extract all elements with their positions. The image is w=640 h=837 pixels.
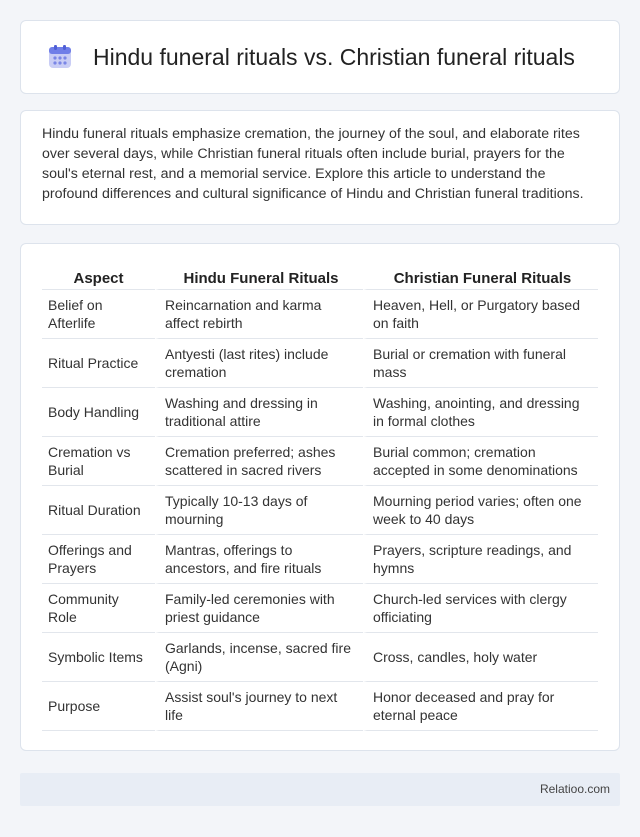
table-row <box>42 339 598 388</box>
cell-christian: Burial or cremation with funeral mass <box>363 339 598 388</box>
intro-card <box>20 110 620 225</box>
cell-christian: Cross, candles, holy water <box>363 633 598 682</box>
cell-hindu: Cremation preferred; ashes scattered in sacred rivers <box>155 437 363 486</box>
table-row <box>42 290 598 339</box>
cell-aspect: Cremation vs Burial <box>42 437 155 486</box>
cell-christian: Washing, anointing, and dressing in formal clothes <box>363 388 598 437</box>
cell-aspect: Body Handling <box>42 388 155 437</box>
footer-brand: Relatioo.com <box>539 782 610 796</box>
table-row <box>42 437 598 486</box>
cell-aspect: Belief on Afterlife <box>42 290 155 339</box>
intro-paragraph: Hindu funeral rituals emphasize cremation, the journey of the soul, and elaborate rites over several days, while Christian funeral rituals often include burial, prayers for the soul's eternal rest, and a memorial service. Explore this article to understand the profound differences and cultural significance of Hindu and Christian funeral traditions. <box>42 126 584 202</box>
column-header-hindu: Hindu Funeral Rituals <box>155 264 363 290</box>
column-header-christian: Christian Funeral Rituals <box>363 264 598 290</box>
table-row <box>42 486 598 535</box>
cell-aspect: Ritual Practice <box>42 339 155 388</box>
cell-hindu: Washing and dressing in traditional attire <box>155 388 363 437</box>
cell-hindu: Antyesti (last rites) include cremation <box>155 339 363 388</box>
cell-christian: Heaven, Hell, or Purgatory based on faith <box>363 290 598 339</box>
cell-aspect: Purpose <box>42 682 155 731</box>
cell-aspect: Ritual Duration <box>42 486 155 535</box>
cell-aspect: Symbolic Items <box>42 633 155 682</box>
cell-hindu: Reincarnation and karma affect rebirth <box>155 290 363 339</box>
cell-christian: Burial common; cremation accepted in some denominations <box>363 437 598 486</box>
table-row <box>42 535 598 584</box>
cell-hindu: Mantras, offerings to ancestors, and fire rituals <box>155 535 363 584</box>
table-header-row <box>42 264 598 290</box>
cell-christian: Prayers, scripture readings, and hymns <box>363 535 598 584</box>
cell-christian: Honor deceased and pray for eternal peace <box>363 682 598 731</box>
cell-christian: Church-led services with clergy officiating <box>363 584 598 633</box>
table-row <box>42 584 598 633</box>
cell-aspect: Offerings and Prayers <box>42 535 155 584</box>
column-header-aspect: Aspect <box>42 264 155 290</box>
cell-aspect: Community Role <box>42 584 155 633</box>
comparison-card <box>20 243 620 751</box>
cell-hindu: Typically 10-13 days of mourning <box>155 486 363 535</box>
cell-hindu: Assist soul's journey to next life <box>155 682 363 731</box>
cell-hindu: Garlands, incense, sacred fire (Agni) <box>155 633 363 682</box>
table-row <box>42 633 598 682</box>
calendar-icon <box>47 44 73 70</box>
footer <box>20 773 620 806</box>
cell-hindu: Family-led ceremonies with priest guidance <box>155 584 363 633</box>
table-row <box>42 682 598 731</box>
title-card <box>20 20 620 94</box>
comparison-table <box>42 264 598 731</box>
cell-christian: Mourning period varies; often one week to 40 days <box>363 486 598 535</box>
table-row <box>42 388 598 437</box>
page-title: Hindu funeral rituals vs. Christian funeral rituals <box>93 43 575 70</box>
